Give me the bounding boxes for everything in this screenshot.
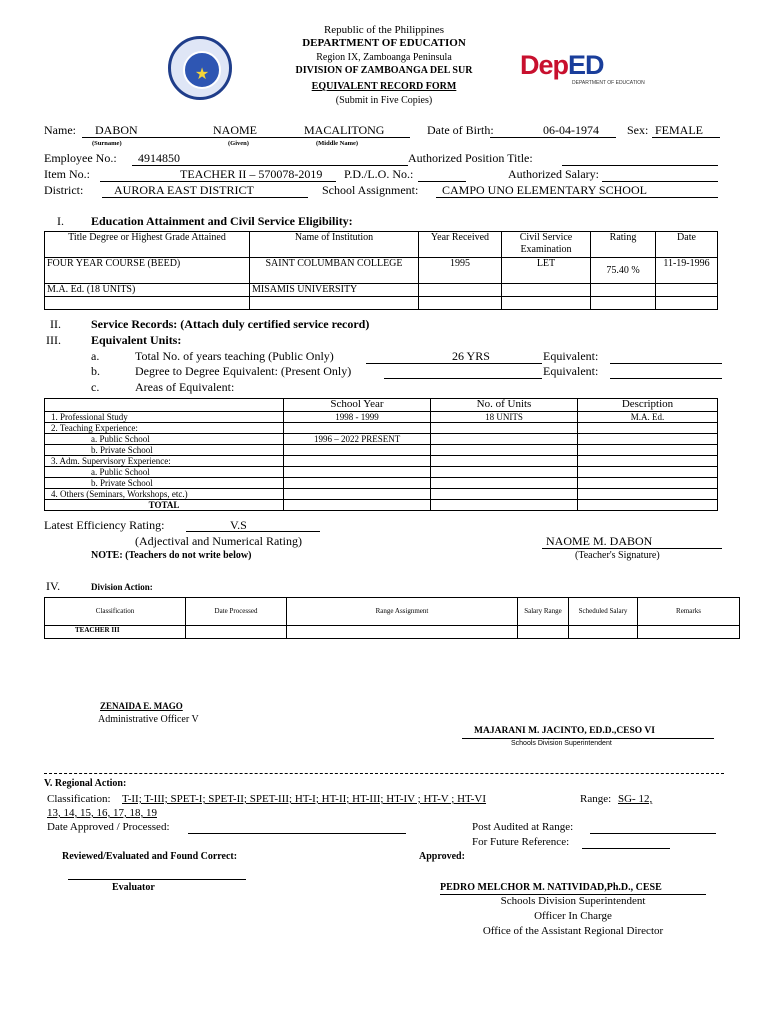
cell: 2. Teaching Experience:	[45, 423, 284, 434]
cell: a. Public School	[45, 434, 284, 445]
section3-num: III.	[46, 333, 61, 347]
section2-title: Service Records: (Attach duly certified service record)	[91, 317, 370, 331]
item-a-equivalent-label: Equivalent:	[543, 349, 599, 363]
evaluator-label: Evaluator	[112, 882, 155, 893]
cell	[284, 445, 431, 456]
range-label: Range:	[580, 793, 612, 805]
cell: MISAMIS UNIVERSITY	[250, 284, 419, 297]
division-action-table	[44, 597, 740, 639]
cell: 1998 - 1999	[284, 412, 431, 423]
cell	[502, 297, 591, 310]
cell: M.A. Ed.	[578, 412, 718, 423]
header-exam: Civil Service Examination	[502, 232, 591, 258]
cell	[578, 478, 718, 489]
section1-title: Education Attainment and Civil Service Eligibility:	[91, 214, 353, 228]
division-header-row	[45, 598, 740, 626]
sex-label: Sex:	[627, 123, 649, 137]
form-title: EQUIVALENT RECORD FORM	[311, 81, 457, 92]
item-c-text: Areas of Equivalent:	[135, 380, 235, 394]
deped-logo: DepED	[520, 50, 604, 80]
cell	[186, 626, 287, 639]
cell	[284, 423, 431, 434]
section1-num: I.	[57, 214, 64, 228]
header-year: Year Received	[419, 232, 502, 258]
name-label: Name:	[44, 123, 76, 137]
cell	[284, 456, 431, 467]
school-value: CAMPO UNO ELEMENTARY SCHOOL	[442, 183, 647, 197]
item-no-label: Item No.:	[44, 167, 90, 181]
cell	[656, 284, 718, 297]
deped-logo-subtitle: DEPARTMENT OF EDUCATION	[572, 80, 645, 86]
school-label: School Assignment:	[322, 183, 419, 197]
table-row	[45, 297, 718, 310]
cell	[284, 500, 431, 511]
table-row	[45, 258, 718, 284]
cut-line	[44, 773, 724, 774]
section2-num: II.	[50, 317, 61, 331]
header-scheduled-salary: Scheduled Salary	[569, 598, 638, 626]
approved-label: Approved:	[419, 851, 465, 862]
cell	[578, 489, 718, 500]
cell	[578, 467, 718, 478]
post-audited-label: Post Audited at Range:	[472, 821, 574, 833]
employee-no-value: 4914850	[138, 151, 180, 165]
cell	[578, 434, 718, 445]
auth-title-label: Authorized Position Title:	[408, 151, 533, 165]
note-no-write: NOTE: (Teachers do not write below)	[91, 550, 252, 561]
middle-value: MACALITONG	[304, 123, 385, 137]
classification-label: Classification:	[47, 793, 111, 805]
item-a-label: a.	[91, 349, 100, 363]
teacher-signature-caption: (Teacher's Signature)	[575, 550, 660, 561]
superintendent-name: MAJARANI M. JACINTO, ED.D.,CESO VI	[474, 726, 655, 736]
cell	[284, 478, 431, 489]
header-classification: Classification	[45, 598, 186, 626]
officer-name: ZENAIDA E. MAGO	[100, 701, 183, 711]
division-line: DIVISION OF ZAMBOANGA DEL SUR	[295, 65, 473, 76]
approver-title2: Officer In Charge	[534, 910, 612, 922]
given-caption: (Given)	[228, 140, 249, 147]
republic-line: Republic of the Philippines	[323, 24, 445, 36]
cell: TEACHER III	[45, 626, 186, 639]
cell: b. Private School	[45, 445, 284, 456]
cell: a. Public School	[45, 467, 284, 478]
cell	[431, 489, 578, 500]
teacher-signature-name: NAOME M. DABON	[546, 534, 653, 548]
efficiency-caption: (Adjectival and Numerical Rating)	[135, 534, 302, 548]
cell: 1996 – 2022 PRESENT	[284, 434, 431, 445]
deped-seal-icon: ★	[168, 36, 232, 100]
section4-num: IV.	[46, 579, 61, 593]
surname-caption: (Surname)	[92, 140, 122, 147]
table-row	[45, 478, 718, 489]
table-row	[45, 489, 718, 500]
middle-caption: (Middle Name)	[316, 140, 359, 147]
cell	[578, 423, 718, 434]
future-reference-label: For Future Reference:	[472, 836, 570, 848]
header-date-processed: Date Processed	[186, 598, 287, 626]
education-header-row	[45, 232, 718, 258]
header-blank	[45, 399, 284, 412]
item-a-value: 26 YRS	[452, 349, 490, 363]
cell	[569, 626, 638, 639]
cell	[431, 434, 578, 445]
header-salary-range: Salary Range	[518, 598, 569, 626]
department-line: DEPARTMENT OF EDUCATION	[302, 37, 466, 49]
table-row	[45, 423, 718, 434]
header-remarks: Remarks	[638, 598, 740, 626]
cell	[419, 297, 502, 310]
cell	[419, 284, 502, 297]
equivalent-units-table	[44, 398, 718, 511]
item-b-equivalent-label: Equivalent:	[543, 364, 599, 378]
cell	[250, 297, 419, 310]
approver-title1: Schools Division Superintendent	[500, 895, 646, 907]
copies-note: (Submit in Five Copies)	[335, 95, 433, 106]
cell: 11-19-1996	[656, 258, 718, 284]
officer-title: Administrative Officer V	[98, 714, 199, 725]
pdlo-label: P.D./L.O. No.:	[344, 167, 414, 181]
approver-name: PEDRO MELCHOR M. NATIVIDAD,Ph.D., CESE	[440, 882, 662, 893]
table-row	[45, 626, 740, 639]
equivalent-header-row	[45, 399, 718, 412]
cell: FOUR YEAR COURSE (BEED)	[45, 258, 250, 284]
approver-title3: Office of the Assistant Regional Director	[482, 925, 664, 937]
header-range-assignment: Range Assignment	[287, 598, 518, 626]
cell	[284, 467, 431, 478]
header-rating: Rating	[591, 232, 656, 258]
cell	[431, 467, 578, 478]
cell	[45, 297, 250, 310]
surname-value: DABON	[95, 123, 138, 137]
classification-value: T-II; T-III; SPET-I; SPET-II; SPET-III; HT-I; HT-II; HT-III; HT-IV ; HT-V ; HT-VI	[122, 793, 487, 805]
reviewed-label: Reviewed/Evaluated and Found Correct:	[62, 851, 238, 862]
cell: M.A. Ed. (18 UNITS)	[45, 284, 250, 297]
education-table	[44, 231, 718, 310]
cell: b. Private School	[45, 478, 284, 489]
item-no-value: TEACHER II – 570078-2019	[180, 167, 323, 181]
cell	[431, 478, 578, 489]
table-row	[45, 412, 718, 423]
cell: 75.40 %	[591, 258, 656, 284]
header-degree: Title Degree or Highest Grade Attained	[45, 232, 250, 258]
cell	[287, 626, 518, 639]
dob-value: 06-04-1974	[543, 123, 599, 137]
cell	[638, 626, 740, 639]
table-row-total	[45, 500, 718, 511]
cell: 3. Adm. Supervisory Experience:	[45, 456, 284, 467]
header-date: Date	[656, 232, 718, 258]
header-school-year: School Year	[284, 399, 431, 412]
header-institution: Name of Institution	[250, 232, 419, 258]
sex-value: FEMALE	[655, 123, 703, 137]
cell: 18 UNITS	[431, 412, 578, 423]
district-label: District:	[44, 183, 84, 197]
section3-title: Equivalent Units:	[91, 333, 182, 347]
date-approved-label: Date Approved / Processed:	[47, 821, 170, 833]
cell	[578, 500, 718, 511]
table-row	[45, 445, 718, 456]
cell	[578, 445, 718, 456]
item-a-text: Total No. of years teaching (Public Only)	[135, 349, 334, 363]
efficiency-value: V.S	[230, 518, 247, 532]
district-value: AURORA EAST DISTRICT	[114, 183, 254, 197]
cell: LET	[502, 258, 591, 284]
cell: 1995	[419, 258, 502, 284]
cell: 4. Others (Seminars, Workshops, etc.)	[45, 489, 284, 500]
auth-salary-label: Authorized Salary:	[508, 167, 599, 181]
cell	[431, 456, 578, 467]
region-line: Region IX, Zamboanga Peninsula	[316, 52, 452, 63]
cell	[502, 284, 591, 297]
item-c-label: c.	[91, 380, 100, 394]
item-b-label: b.	[91, 364, 100, 378]
header-units: No. of Units	[431, 399, 578, 412]
cell	[656, 297, 718, 310]
efficiency-label: Latest Efficiency Rating:	[44, 518, 165, 532]
cell	[431, 445, 578, 456]
range-start: SG- 12,	[618, 793, 653, 805]
section5-title: V. Regional Action:	[44, 778, 127, 789]
table-row	[45, 467, 718, 478]
cell: SAINT COLUMBAN COLLEGE	[250, 258, 419, 284]
cell	[431, 500, 578, 511]
cell	[284, 489, 431, 500]
dob-label: Date of Birth:	[427, 123, 494, 137]
header-description: Description	[578, 399, 718, 412]
table-row	[45, 456, 718, 467]
total-label: TOTAL	[45, 500, 284, 511]
range-cont: 13, 14, 15, 16, 17, 18, 19	[47, 807, 157, 819]
cell	[591, 284, 656, 297]
cell: 1. Professional Study	[45, 412, 284, 423]
superintendent-title: Schools Division Superintendent	[511, 740, 612, 747]
cell	[518, 626, 569, 639]
item-b-text: Degree to Degree Equivalent: (Present Only)	[135, 364, 352, 378]
section4-title: Division Action:	[91, 582, 153, 592]
cell	[431, 423, 578, 434]
table-row	[45, 434, 718, 445]
cell	[591, 297, 656, 310]
given-value: NAOME	[213, 123, 257, 137]
employee-no-label: Employee No.:	[44, 151, 117, 165]
table-row	[45, 284, 718, 297]
cell	[578, 456, 718, 467]
